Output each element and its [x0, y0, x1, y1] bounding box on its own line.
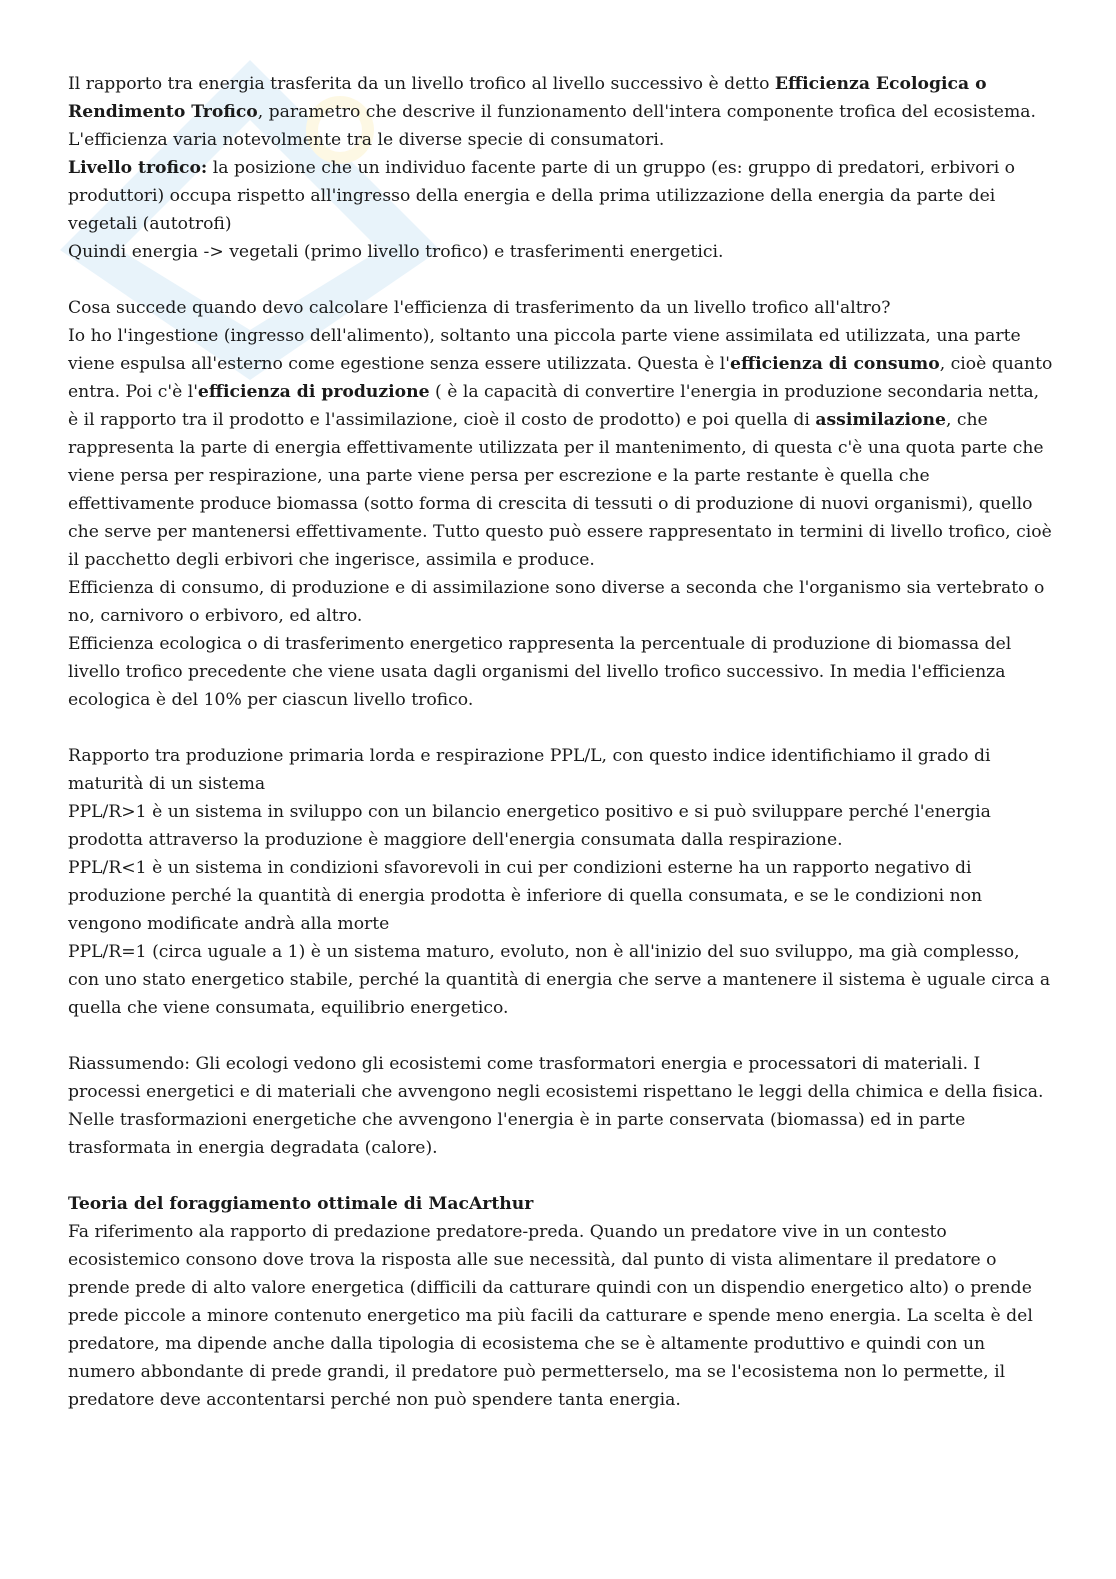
- paragraph-efficienza-trasferimento: Efficienza ecologica o di trasferimento energetico rappresenta la percentuale di produzione di biomassa del livello trofico precedente che viene usata dagli organismi del livello trofico successivo. In media l'efficienza ecologica è del 10% per ciascun livello trofico.: [68, 634, 1012, 710]
- section-title: Teoria del foraggiamento ottimale di MacArthur: [68, 1194, 534, 1214]
- paragraph-domanda: Cosa succede quando devo calcolare l'efficienza di trasferimento da un livello trofico all'altro?: [68, 298, 891, 318]
- paragraph-livello-trofico: Livello trofico: la posizione che un individuo facente parte di un gruppo (es: gruppo di predatori, erbivori o produttori) occupa rispetto all'ingresso della energia e della prima utilizzazione della energia da parte dei vegetali (autotrofi): [68, 158, 1016, 234]
- paragraph-ingestione: Io ho l'ingestione (ingresso dell'alimento), soltanto una piccola parte viene assimilata ed utilizzata, una parte viene espulsa all'esterno come egestione senza essere utilizzata. Questa è l'efficienza di consumo, cioè quanto entra. Poi c'è l'efficienza di produzione ( è la capacità di convertire l'energia in produzione secondaria netta, è il rapporto tra il prodotto e l'assimilazione, cioè il costo de prodotto) e poi quella di assimilazione, che rappresenta la parte di energia effettivamente utilizzata per il mantenimento, di questa c'è una quota parte che viene persa per respirazione, una parte viene persa per escrezione e la parte restante è quella che effettivamente produce biomassa (sotto forma di crescita di tessuti o di produzione di nuovi organismi), quello che serve per mantenersi effettivamente. Tutto questo può essere rappresentato in termini di livello trofico, cioè il pacchetto degli erbivori che ingerisce, assimila e produce.: [68, 326, 1053, 570]
- term-livello-trofico: Livello trofico:: [68, 158, 208, 178]
- term-efficienza-ecologica: Efficienza Ecologica o Rendimento Trofico: [68, 74, 987, 122]
- term-assimilazione: assimilazione: [815, 410, 946, 430]
- term-efficienza-consumo: efficienza di consumo: [730, 354, 940, 374]
- paragraph-efficienze-diverse: Efficienza di consumo, di produzione e di assimilazione sono diverse a seconda che l'organismo sia vertebrato o no, carnivoro o erbivoro, ed altro.: [68, 578, 1045, 626]
- paragraph-efficienza-varia: L'efficienza varia notevolmente tra le diverse specie di consumatori.: [68, 130, 665, 150]
- paragraph-quindi-energia: Quindi energia -> vegetali (primo livello trofico) e trasferimenti energetici.: [68, 242, 724, 262]
- paragraph-rapporto-ppl: Rapporto tra produzione primaria lorda e respirazione PPL/L, con questo indice identifichiamo il grado di maturità di un sistema: [68, 746, 991, 794]
- paragraph-riassumendo: Riassumendo: Gli ecologi vedono gli ecosistemi come trasformatori energia e processatori di materiali. I processi energetici e di materiali che avvengono negli ecosistemi rispettano le leggi della chimica e della fisica. Nelle trasformazioni energetiche che avvengono l'energia è in parte conservata (biomassa) ed in parte trasformata in energia degradata (calore).: [68, 1054, 1044, 1158]
- spacer: [68, 714, 1053, 742]
- paragraph-ppl-maggiore: PPL/R>1 è un sistema in sviluppo con un bilancio energetico positivo e si può sviluppare perché l'energia prodotta attraverso la produzione è maggiore dell'energia consumata dalla respirazione.: [68, 802, 991, 850]
- document-page: [68, 70, 1053, 1414]
- paragraph-ppl-minore: PPL/R<1 è un sistema in condizioni sfavorevoli in cui per condizioni esterne ha un rapporto negativo di produzione perché la quantità di energia prodotta è inferiore di quella consumata, e se le condizioni non vengono modificate andrà alla morte: [68, 858, 983, 934]
- spacer: [68, 1162, 1053, 1190]
- spacer: [68, 266, 1053, 294]
- paragraph-ppl-uguale: PPL/R=1 (circa uguale a 1) è un sistema maturo, evoluto, non è all'inizio del suo sviluppo, ma già complesso, con uno stato energetico stabile, perché la quantità di energia che serve a mantenere il sistema è uguale circa a quella che viene consumata, equilibrio energetico.: [68, 942, 1051, 1018]
- spacer: [68, 1022, 1053, 1050]
- term-efficienza-produzione: efficienza di produzione: [197, 382, 430, 402]
- paragraph-efficienza-ecologica: Il rapporto tra energia trasferita da un livello trofico al livello successivo è detto Efficienza Ecologica o Rendimento Trofico, parametro che descrive il funzionamento dell'intera componente trofica del ecosistema.: [68, 74, 1036, 122]
- paragraph-foraggiamento: Fa riferimento ala rapporto di predazione predatore-preda. Quando un predatore vive in un contesto ecosistemico consono dove trova la risposta alle sue necessità, dal punto di vista alimentare il predatore o prende prede di alto valore energetica (difficili da catturare quindi con un dispendio energetico alto) o prende prede piccole a minore contenuto energetico ma più facili da catturare e spende meno energia. La scelta è del predatore, ma dipende anche dalla tipologia di ecosistema che se è altamente produttivo e quindi con un numero abbondante di prede grandi, il predatore può permetterselo, ma se l'ecosistema non lo permette, il predatore deve accontentarsi perché non può spendere tanta energia.: [68, 1222, 1033, 1410]
